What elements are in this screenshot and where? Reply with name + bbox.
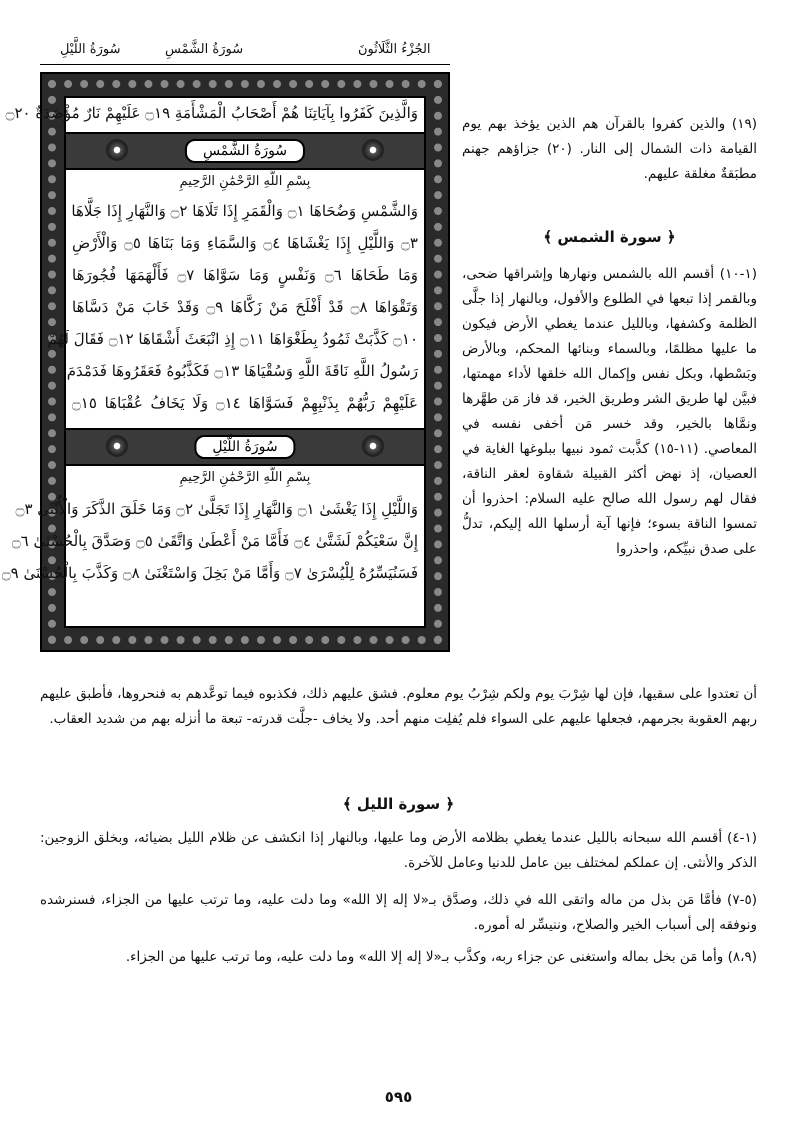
- quran-frame: [1, 72, 450, 652]
- header-divider: [40, 64, 450, 65]
- surah-band-layl: [66, 428, 424, 466]
- quran-line: ۝٣ وَاللَّيْلِ إِذَا يَغْشَاهَا ۝٤ وَالسَّمَاءِ وَمَا بَنَاهَا ۝٥ وَالْأَرْضِ: [72, 234, 418, 252]
- rosette-icon: [362, 139, 384, 161]
- basmala: بِسْمِ اللَّهِ الرَّحْمَٰنِ الرَّحِيمِ: [179, 470, 311, 485]
- page-number: ٥٩٥: [384, 1088, 413, 1106]
- quran-line: فَسَنُيَسِّرُهُ لِلْيُسْرَىٰ ۝٧ وَأَمَّا مَنْ بَخِلَ وَاسْتَغْنَىٰ ۝٨ وَكَذَّبَ بِالْحُسْنَىٰ ۝٩: [1, 564, 418, 582]
- commentary-layl-1: (١-٤) أقسم الله سبحانه بالليل عندما يغطي بظلامه الأرض وما عليها، وبالنهار إذا انكشف عن ظلام الليل بضيائه، وبخلق الزوجين: الذكر والأنثى. إن عملكم لمختلف بين عامل للدنيا وعامل للآخرة.: [40, 830, 757, 871]
- rosette-icon: [106, 435, 128, 457]
- header-surah-layl: الجُزْءُ الثَّلَاثُونَ: [358, 42, 431, 57]
- commentary-layl-3: (٨،٩) وأما مَن بخل بماله واستغنى عن جزاء ربه، وكذَّب بـ«لا إله إلا الله» وما دلت عليه، وما ترتب عليها من الجزاء.: [125, 949, 757, 965]
- header-surah-shams: سُورَةُ الشَّمْسِ: [165, 42, 244, 57]
- quran-line: وَالشَّمْسِ وَضُحَاهَا ۝١ وَالْقَمَرِ إِذَا تَلَاهَا ۝٢ وَالنَّهَارِ إِذَا جَلَّاهَا: [71, 202, 418, 220]
- surah-band-label: سُورَةُ اللَّيْلِ: [194, 435, 295, 459]
- surah-band-label: سُورَةُ الشَّمْسِ: [185, 139, 305, 163]
- quran-line: وَاللَّيْلِ إِذَا يَغْشَىٰ ۝١ وَالنَّهَارِ إِذَا تَجَلَّىٰ ۝٢ وَمَا خَلَقَ الذَّكَرَ وَالْأُنْثَىٰ ۝٣: [15, 500, 418, 518]
- rosette-icon: [362, 435, 384, 457]
- quran-line: رَسُولُ اللَّهِ نَاقَةَ اللَّهِ وَسُقْيَاهَا ۝١٣ فَكَذَّبُوهُ فَعَقَرُوهَا فَدَمْدَمَ: [66, 362, 418, 380]
- quran-line: ۝١٠ كَذَّبَتْ ثَمُودُ بِطَغْوَاهَا ۝١١ إِذِ انْبَعَثَ أَشْقَاهَا ۝١٢ فَقَالَ لَهُمْ: [47, 330, 418, 348]
- commentary-shams: (١-١٠) أقسم الله بالشمس ونهارها وإشراقها ضحى، وبالقمر إذا تبعها في الطلوع والأفول، وبالنهار إذا جلَّى الظلمة وكشفها، وبالليل عندما يغطي الأرض فيكون ما عليها مظلمًا، وبالسماء وبنائها المحكم، وبالأرض وبَسْطها، وبكل نفس وإكمال الله خلقها لأداء مهمتها، فبيَّن لها طريق الشر وطريق الخير، قد فاز مَن طهَّرها ونمَّاها بالخير، وقد خسر مَن أخفى نفسه في المعاصي. (١١-١٥) كذَّبت ثمود نبيها ببلوغها الغاية في العصيان، إذ نهض أكثر القبيلة شقاوة لعقر الناقة، فقال لهم رسول الله صالح عليه السلام: احذروا أن تمسوا الناقة بسوء؛ فإنها آية أرسلها الله إليكم، تدلُّ على صدق نبيِّكم، واحذروا: [462, 266, 758, 557]
- commentary-layl-2: (٥-٧) فأمَّا مَن بذل من ماله واتقى الله في ذلك، وصدَّق بـ«لا إله إلا الله» وما دلت عليه، وما ترتب عليها من الجزاء، فسنرشده ونوفقه إلى أسباب الخير والصلاح، وننيسِّر له أموره.: [40, 892, 757, 933]
- basmala: بِسْمِ اللَّهِ الرَّحْمَٰنِ الرَّحِيمِ: [179, 174, 311, 189]
- commentary-top: (١٩) والذين كفروا بالقرآن هم الذين يؤخذ بهم يوم القيامة ذات الشمال إلى النار. (٢٠) جزاؤهم جهنم مطبَقةٌ مغلقة عليهم.: [462, 116, 757, 182]
- quran-line: وَتَقْوَاهَا ۝٨ قَدْ أَفْلَحَ مَنْ زَكَّاهَا ۝٩ وَقَدْ خَابَ مَنْ دَسَّاهَا: [72, 298, 419, 316]
- surah-band-shams: [66, 132, 424, 170]
- surah-title-layl: ﴿ سورة الليل ﴾: [342, 795, 455, 813]
- quran-line: عَلَيْهِمْ رَبُّهُمْ بِذَنْبِهِمْ فَسَوَّاهَا ۝١٤ وَلَا يَخَافُ عُقْبَاهَا ۝١٥: [72, 394, 419, 412]
- quran-line: وَالَّذِينَ كَفَرُوا بِآيَاتِنَا هُمْ أَصْحَابُ الْمَشْأَمَةِ ۝١٩ عَلَيْهِمْ نَارٌ مُؤْصَدَةٌ ۝٢٠: [5, 104, 418, 122]
- header-juz: سُورَةُ اللَّيْلِ: [60, 42, 121, 57]
- quran-line: إِنَّ سَعْيَكُمْ لَشَتَّىٰ ۝٤ فَأَمَّا مَنْ أَعْطَىٰ وَاتَّقَىٰ ۝٥ وَصَدَّقَ بِالْحُسْنَىٰ ۝٦: [11, 532, 418, 550]
- surah-title-shams: ﴿ سورة الشمس ﴾: [543, 228, 676, 246]
- quran-line: وَمَا طَحَاهَا ۝٦ وَنَفْسٍ وَمَا سَوَّاهَا ۝٧ فَأَلْهَمَهَا فُجُورَهَا: [72, 266, 418, 284]
- commentary-shams-continued: أن تعتدوا على سقيها، فإن لها شِرْبَ يوم ولكم شِرْبُ يوم معلوم. فشق عليهم ذلك، فكذبوه فيما توعَّدهم به فنحروها، فأطبق عليهم ربهم العقوبة بجرمهم، فجعلها عليهم على السواء فلم يُفلِت منهم أحد. ولا يخاف -جلَّت قدرته- تبعة ما أنزله بهم من شديد العقاب.: [40, 686, 757, 727]
- rosette-icon: [106, 139, 128, 161]
- quran-text-panel: [1, 96, 426, 628]
